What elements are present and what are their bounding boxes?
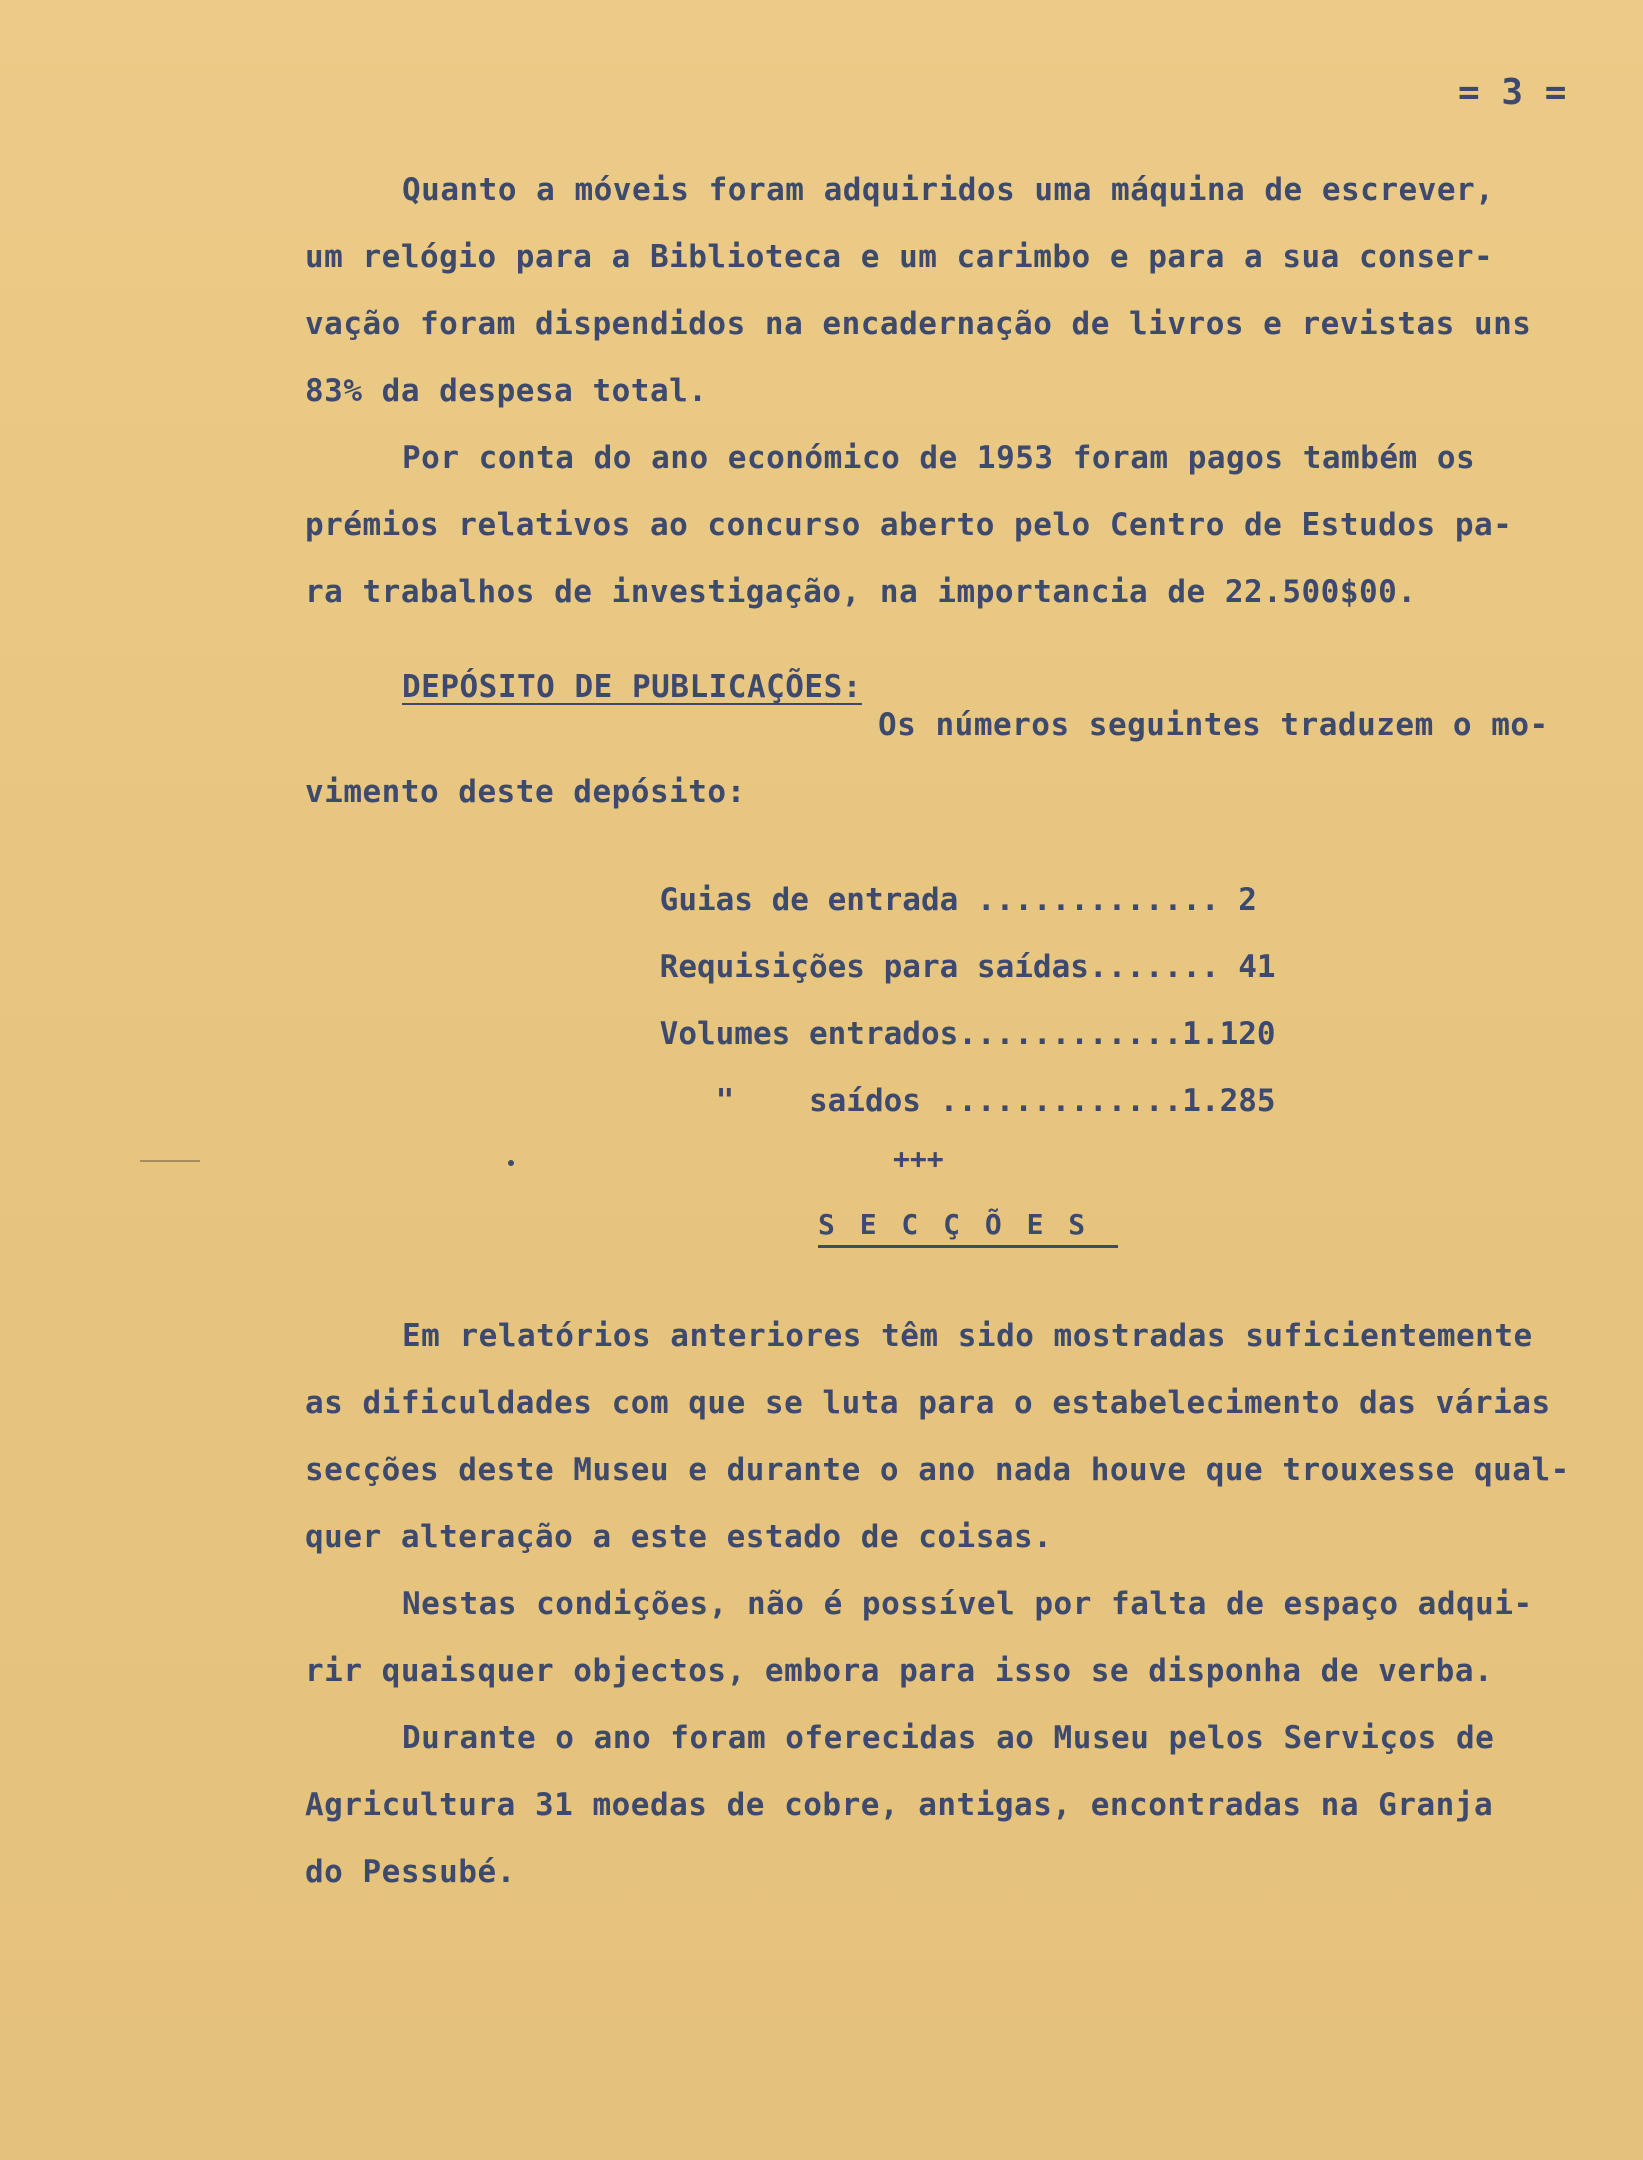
para4-line-2: rir quaisquer objectos, embora para isso se disponha de verba.: [305, 1653, 1494, 1689]
para1-line-1: Quanto a móveis foram adquiridos uma máquina de escrever,: [402, 172, 1495, 208]
para2-line-2: prémios relativos ao concurso aberto pelo Centro de Estudos pa-: [305, 507, 1513, 543]
stat-value: 2: [1238, 882, 1257, 918]
para5-line-1: Durante o ano foram oferecidas ao Museu pelos Serviços de: [402, 1720, 1495, 1756]
para3-line-2: as dificuldades com que se luta para o estabelecimento das várias: [305, 1385, 1551, 1421]
stat-value: 41: [1238, 949, 1276, 985]
deposit-intro-line-1: Os números seguintes traduzem o mo-: [878, 707, 1549, 743]
para1-line-3: vação foram dispendidos na encadernação de livros e revistas uns: [305, 306, 1532, 342]
stat-label: Requisições para saídas.......: [659, 949, 1239, 985]
stat-label: " saídos .............: [659, 1083, 1183, 1119]
deposit-heading: DEPÓSITO DE PUBLICAÇÕES:: [402, 669, 862, 705]
para1-line-2: um relógio para a Biblioteca e um carimbo e para a sua conser-: [305, 239, 1494, 275]
separator: +++: [893, 1142, 944, 1175]
para1-line-4: 83% da despesa total.: [305, 373, 708, 409]
stat-label: Guias de entrada .............: [659, 882, 1239, 918]
stray-dot: [508, 1160, 514, 1166]
margin-mark: [140, 1160, 200, 1162]
stat-value: 1.120: [1182, 1016, 1276, 1052]
page-number: = 3 =: [1458, 72, 1567, 113]
para3-line-4: quer alteração a este estado de coisas.: [305, 1519, 1053, 1555]
para2-line-3: ra trabalhos de investigação, na importancia de 22.500$00.: [305, 574, 1417, 610]
stat-value: 1.285: [1182, 1083, 1276, 1119]
para5-line-2: Agricultura 31 moedas de cobre, antigas, encontradas na Granja: [305, 1787, 1494, 1823]
para3-line-1: Em relatórios anteriores têm sido mostradas suficientemente: [402, 1318, 1533, 1354]
section-title: S E C Ç Õ E S: [818, 1208, 1118, 1248]
para2-line-1: Por conta do ano económico de 1953 foram pagos também os: [402, 440, 1476, 476]
para3-line-3: secções deste Museu e durante o ano nada houve que trouxesse qual-: [305, 1452, 1570, 1488]
para4-line-1: Nestas condições, não é possível por falta de espaço adqui-: [402, 1586, 1533, 1622]
deposit-intro-line-2: vimento deste depósito:: [305, 774, 746, 810]
stat-label: Volumes entrados............: [659, 1016, 1183, 1052]
para5-line-3: do Pessubé.: [305, 1854, 516, 1890]
